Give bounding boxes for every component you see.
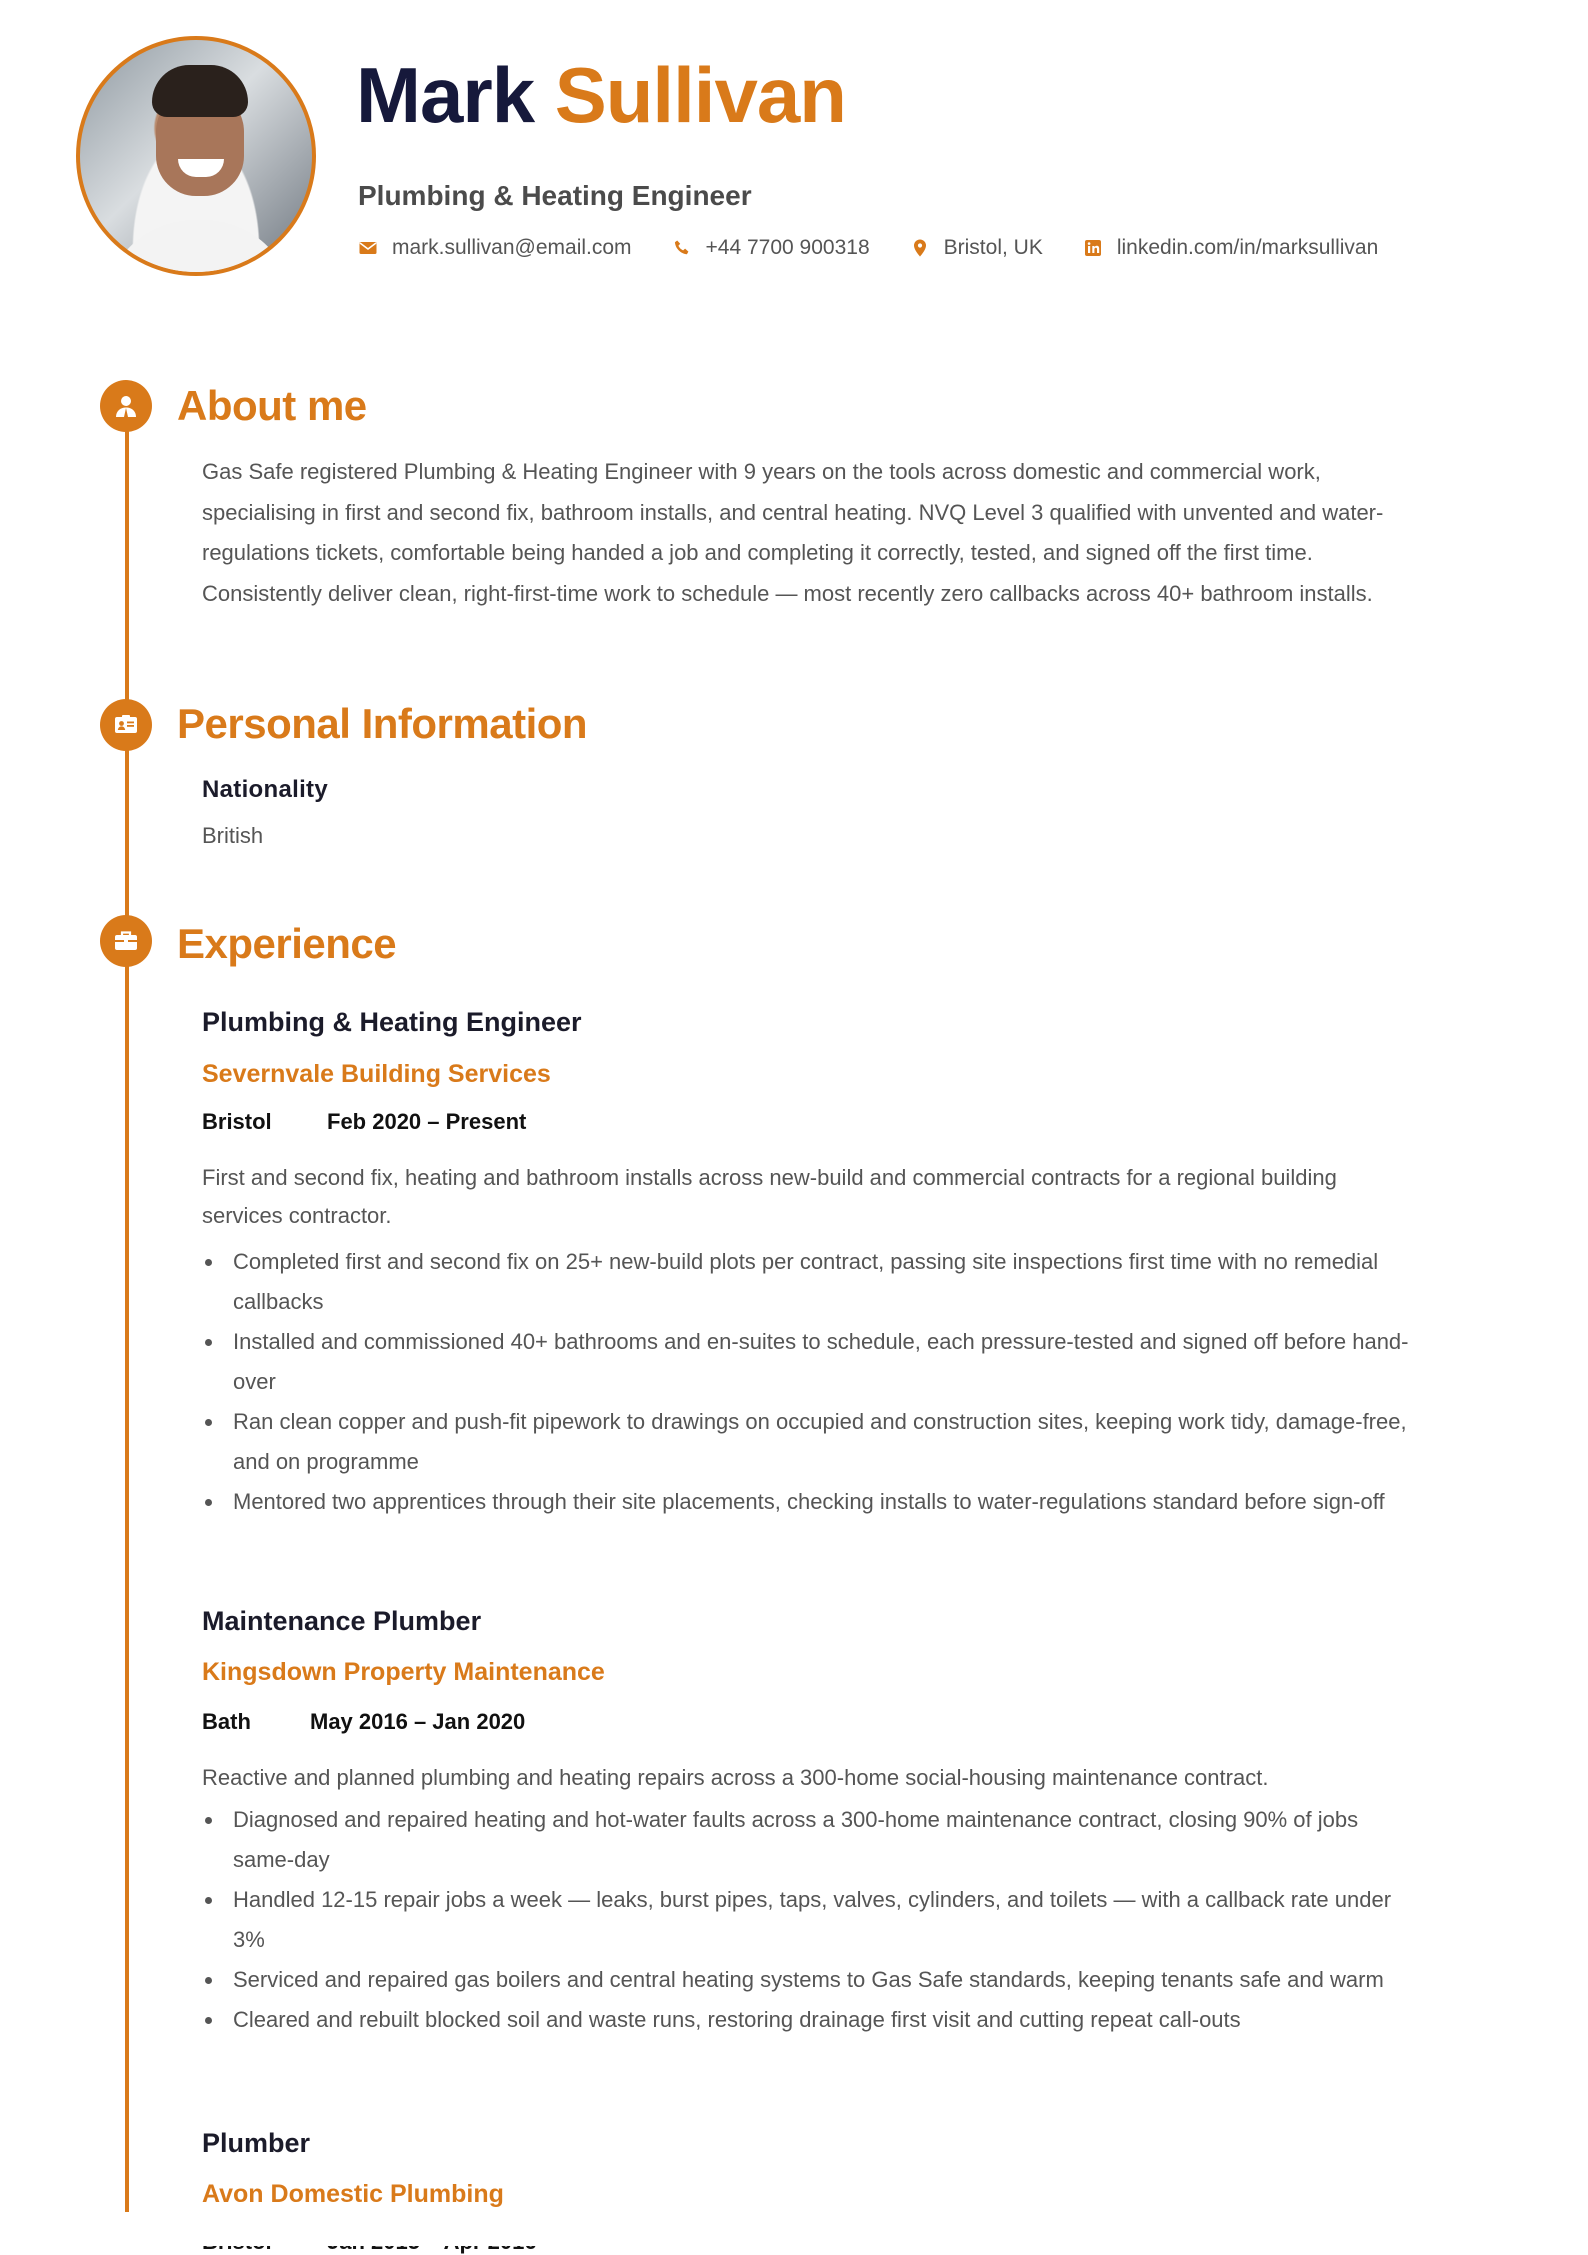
- page-cutoff: [0, 2212, 1588, 2246]
- location-contact: [910, 236, 1043, 260]
- bullet-item: Completed first and second fix on 25+ new-build plots per contract, passing site inspections first time with no remedial callbacks: [202, 1242, 1422, 1322]
- first-name: Mark: [356, 51, 535, 139]
- job-location: Bath: [202, 1709, 251, 1734]
- job-bullets: [202, 1242, 1422, 1522]
- bullet-item: Installed and commissioned 40+ bathrooms and en-suites to schedule, each pressure-tested and signed off before hand-over: [202, 1322, 1422, 1402]
- profile-photo-hair: [152, 65, 248, 117]
- email-contact[interactable]: [358, 236, 632, 260]
- job-role: Maintenance Plumber: [202, 1606, 482, 1636]
- job-summary: Reactive and planned plumbing and heating repairs across a 300-home social-housing maintenance contract.: [202, 1765, 1269, 1790]
- profile-photo-shirt: [104, 220, 294, 276]
- job-meta: [202, 1709, 525, 1735]
- profile-photo: [76, 36, 316, 276]
- job-role: Plumbing & Heating Engineer: [202, 1007, 582, 1037]
- job-meta: [202, 1109, 526, 1135]
- job-dates: May 2016 – Jan 2020: [310, 1709, 526, 1734]
- phone-text: +44 7700 900318: [705, 236, 870, 259]
- location-pin-icon: [910, 238, 930, 258]
- nationality-label: Nationality: [202, 776, 328, 803]
- last-name: Sullivan: [554, 51, 846, 139]
- timeline-line: [125, 406, 129, 2246]
- briefcase-icon: [100, 915, 152, 967]
- job-summary: First and second fix, heating and bathroom installs across new-build and commercial contracts for a regional building services contractor.: [202, 1165, 1337, 1228]
- contact-info: [358, 236, 1378, 260]
- personal-title: Personal Information: [177, 700, 588, 747]
- company-name: Avon Domestic Plumbing: [202, 2180, 504, 2208]
- id-card-icon: [100, 699, 152, 751]
- company-name: Severnvale Building Services: [202, 1060, 551, 1088]
- job-dates: Feb 2020 – Present: [327, 1109, 527, 1134]
- resume-header: [0, 0, 1588, 300]
- bullet-item: Handled 12-15 repair jobs a week — leaks, burst pipes, taps, valves, cylinders, and toilets — with a callback rate under 3%: [202, 1880, 1422, 1960]
- bullet-item: Ran clean copper and push-fit pipework to drawings on occupied and construction sites, keeping work tidy, damage-free, and on programme: [202, 1402, 1422, 1482]
- location-text: Bristol, UK: [943, 236, 1043, 259]
- job-title: Plumbing & Heating Engineer: [358, 180, 752, 211]
- phone-icon: [672, 238, 692, 258]
- nationality-value: British: [202, 823, 264, 848]
- job-bullets: [202, 1800, 1422, 2040]
- bullet-item: Cleared and rebuilt blocked soil and waste runs, restoring drainage first visit and cutting repeat call-outs: [202, 2000, 1422, 2040]
- candidate-name: [356, 51, 846, 139]
- envelope-icon: [358, 238, 378, 258]
- linkedin-contact[interactable]: [1083, 236, 1378, 260]
- email-text: mark.sullivan@email.com: [392, 236, 632, 259]
- experience-title: Experience: [177, 920, 397, 967]
- bullet-item: Mentored two apprentices through their site placements, checking installs to water-regulations standard before sign-off: [202, 1482, 1422, 1522]
- phone-contact[interactable]: [672, 236, 870, 260]
- linkedin-text: linkedin.com/in/marksullivan: [1116, 236, 1379, 259]
- job-role: Plumber: [202, 2128, 311, 2158]
- linkedin-icon: [1083, 238, 1103, 258]
- company-name: Kingsdown Property Maintenance: [202, 1658, 605, 1686]
- about-title: About me: [177, 382, 367, 429]
- about-text: Gas Safe registered Plumbing & Heating Engineer with 9 years on the tools across domestic and commercial work, specialising in first and second fix, bathroom installs, and central heating. NVQ Level 3 qualified with unvented and water-regulations tickets, comfortable being handed a job and completing it correctly, tested, and signed off the first time. Consistently deliver clean, right-first-time work to schedule — most recently zero callbacks across 40+ bathroom installs.: [202, 459, 1384, 606]
- person-icon: [100, 380, 152, 432]
- bullet-item: Diagnosed and repaired heating and hot-water faults across a 300-home maintenance contract, closing 90% of jobs same-day: [202, 1800, 1422, 1880]
- bullet-item: Serviced and repaired gas boilers and central heating systems to Gas Safe standards, keeping tenants safe and warm: [202, 1960, 1422, 2000]
- job-location: Bristol: [202, 1109, 272, 1134]
